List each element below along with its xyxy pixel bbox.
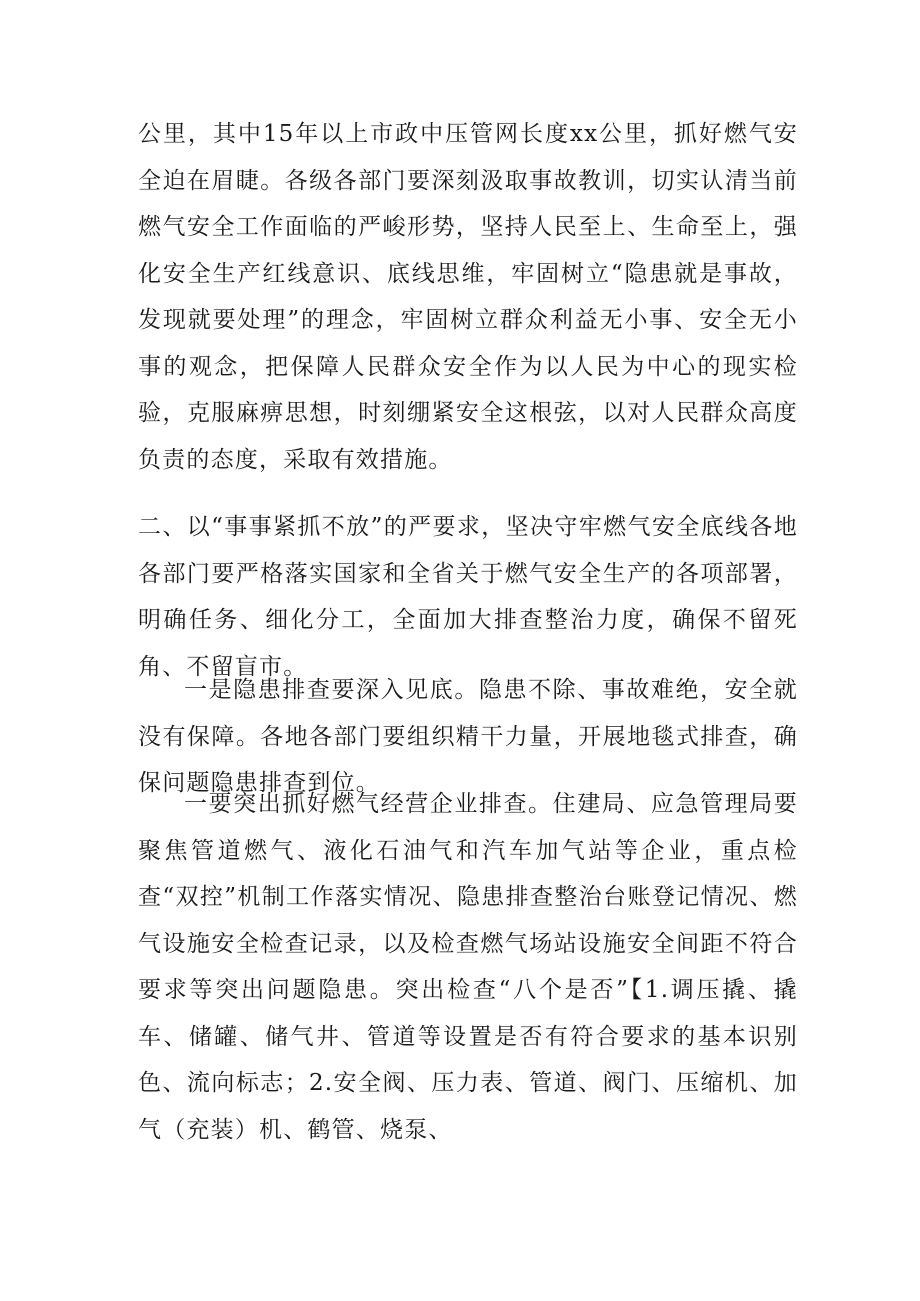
paragraph-hazard-inspection: 一是隐患排查要深入见底。隐患不除、事故难绝，安全就没有保障。各地各部门要组织精干力量，开展地毯式排查，确保问题隐患排查到位。 (138, 677, 798, 796)
paragraph-gas-enterprise-inspection: 一要突出抓好燃气经营企业排查。住建局、应急管理局要聚焦管道燃气、液化石油气和汽车加气站等企业，重点检查“双控”机制工作落实情况、隐患排查整治台账登记情况、燃气设施安全检查记录，以及检查燃气场站设施安全间距不符合要求等突出问题隐患。突出检查“八个是否”【1.调压撬、撬车、储罐、储气井、管道等设置是否有符合要求的基本识别色、流向标志；2.安全阀、压力表、管道、阀门、压缩机、加气（充装）机、鹤管、烧泵、 (138, 791, 798, 1143)
paragraph-gas-safety-urgency: 公里，其中15年以上市政中压管网长度xx公里，抓好燃气安全迫在眉睫。各级各部门要深刻汲取事故教训，切实认清当前燃气安全工作面临的严峻形势，坚持人民至上、生命至上，强化安全生产红线意识、底线思维，牢固树立“隐患就是事故，发现就要处理”的理念，牢固树立群众利益无小事、安全无小事的观念，把保障人民群众安全作为以人民为中心的现实检验，克服麻痹思想，时刻绷紧安全这根弦，以对人民群众高度负责的态度，采取有效措施。 (138, 121, 798, 473)
paragraph-section-two-heading: 二、以“事事紧抓不放”的严要求，坚决守牢燃气安全底线各地各部门要严格落实国家和全省关于燃气安全生产的各项部署，明确任务、细化分工，全面加大排查整治力度，确保不留死角、不留盲市。 (138, 514, 798, 680)
